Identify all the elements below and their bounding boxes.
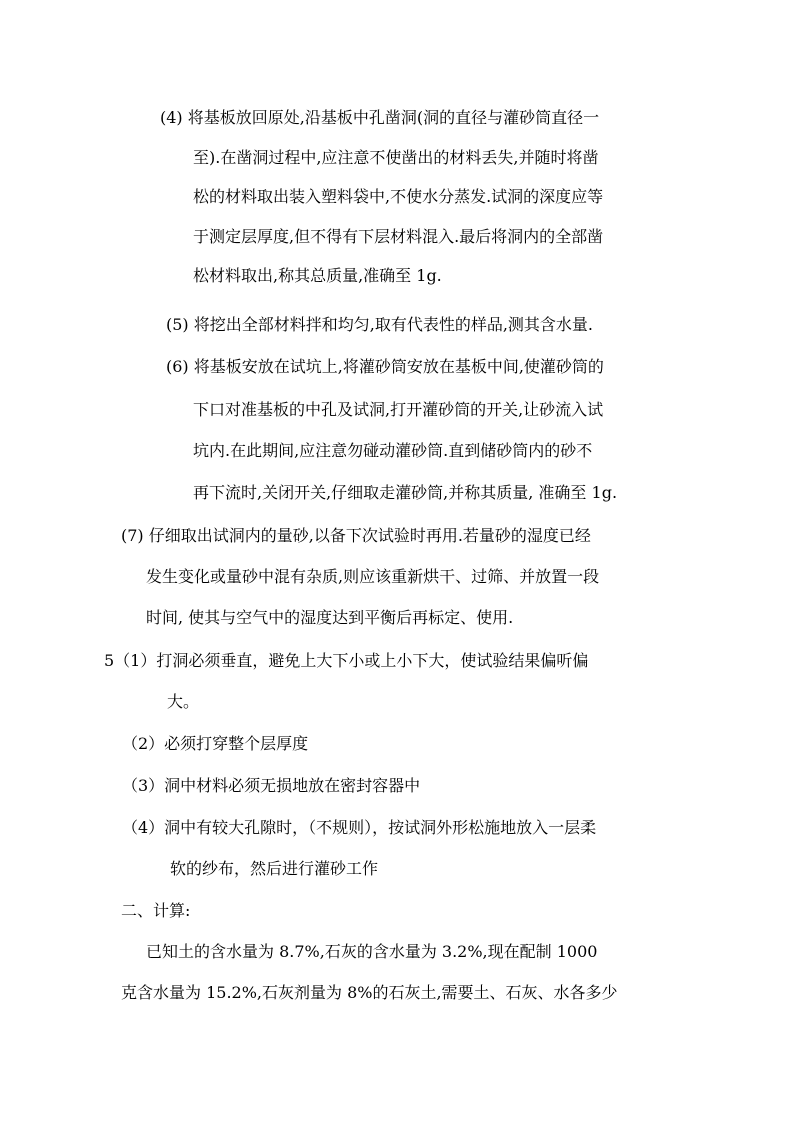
text-line: 克含水量为 15.2%,石灰剂量为 8%的石灰土,需要土、石灰、水各多少: [121, 983, 618, 1002]
text-line: （3）洞中材料必须无损地放在密封容器中: [122, 776, 421, 795]
text-line: (5) 将挖出全部材料拌和均匀,取有代表性的样品,测其含水量.: [166, 315, 594, 334]
section-heading: 二、计算:: [121, 901, 191, 920]
text-line: 发生变化或量砂中混有杂质,则应该重新烘干、过筛、并放置一段: [146, 567, 600, 586]
text-line: 时间, 使其与空气中的湿度达到平衡后再标定、使用.: [146, 608, 514, 627]
text-line: (6) 将基板安放在试坑上,将灌砂筒安放在基板中间,使灌砂筒的: [166, 357, 604, 376]
text-line: 大。: [167, 692, 200, 711]
text-line: 坑内.在此期间,应注意勿碰动灌砂筒.直到储砂筒内的砂不: [193, 441, 593, 460]
text-line: （4）洞中有较大孔隙时，（不规则），按试洞外形松施地放入一层柔: [122, 818, 597, 837]
text-line: (7) 仔细取出试洞内的量砂,以备下次试验时再用.若量砂的湿度已经: [121, 526, 591, 545]
text-line: 于测定层厚度,但不得有下层材料混入.最后将洞内的全部凿: [193, 227, 604, 246]
text-line: 下口对准基板的中孔及试洞,打开灌砂筒的开关,让砂流入试: [193, 400, 604, 419]
text-line: 松的材料取出装入塑料袋中,不使水分蒸发.试洞的深度应等: [193, 187, 604, 206]
text-line: (4) 将基板放回原处,沿基板中孔凿洞(洞的直径与灌砂筒直径一: [160, 108, 600, 127]
text-line: 再下流时,关闭开关,仔细取走灌砂筒,并称其质量, 准确至 1g.: [193, 483, 618, 502]
text-line: （2）必须打穿整个层厚度: [122, 734, 309, 753]
text-line: 至).在凿洞过程中,应注意不使凿出的材料丢失,并随时将凿: [193, 148, 599, 167]
text-line: 5（1）打洞必须垂直，避免上大下小或上小下大，使试验结果偏听偏: [104, 651, 589, 670]
text-line: 松材料取出,称其总质量,准确至 1g.: [193, 266, 442, 285]
text-line: 软的纱布，然后进行灌砂工作: [170, 859, 379, 878]
text-line: 已知土的含水量为 8.7%,石灰的含水量为 3.2%,现在配制 1000: [146, 942, 598, 961]
